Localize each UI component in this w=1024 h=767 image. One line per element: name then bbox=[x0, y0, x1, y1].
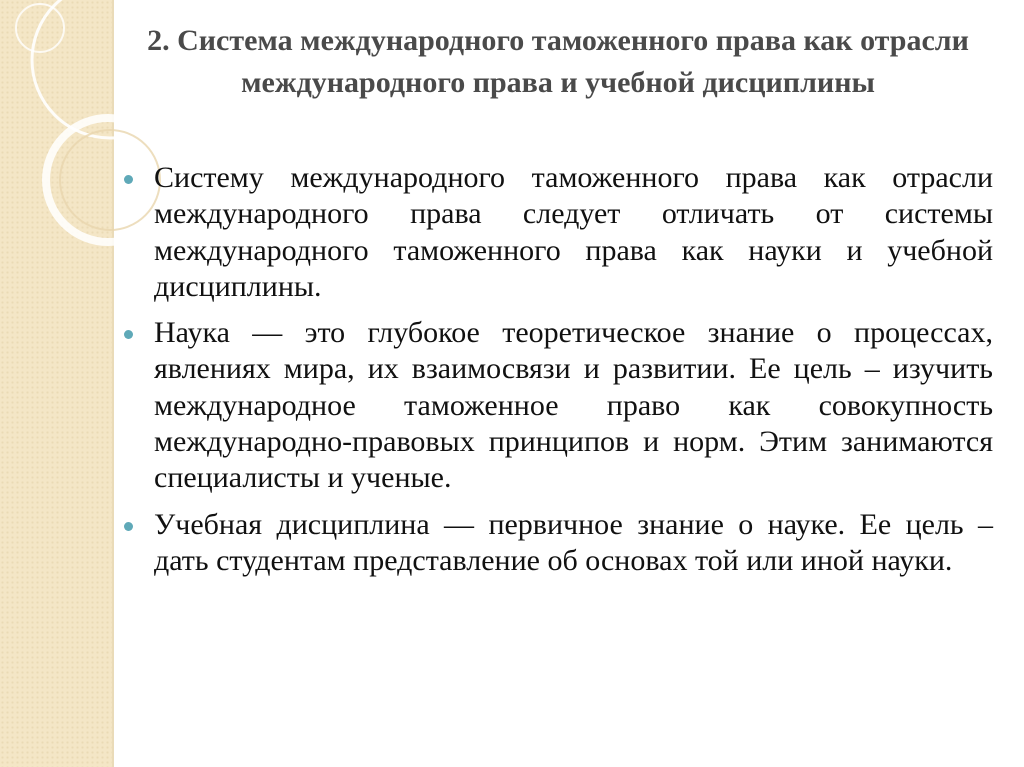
bullet-icon bbox=[124, 175, 133, 184]
list-item bbox=[118, 507, 993, 580]
slide-title: 2. Система международного таможенного права как отрасли международного права и учебной дисциплины bbox=[147, 24, 969, 99]
bullet-list bbox=[118, 160, 993, 589]
list-item-text: Учебная дисциплина — первичное знание о науке. Ее цель – дать студентам представление об основах той или иной науки. bbox=[154, 507, 993, 577]
list-item-text: Наука — это глубокое теоретическое знание о процессах, явлениях мира, их взаимосвязи и развитии. Ее цель – изучить международное таможенное право как совокупность международно-правовых принципов и норм. Этим занимаются специалисты и ученые. bbox=[154, 316, 993, 495]
list-item bbox=[118, 315, 993, 496]
list-item bbox=[118, 160, 993, 305]
bullet-icon bbox=[124, 522, 133, 531]
bullet-icon bbox=[124, 330, 133, 339]
list-item-text: Систему международного таможенного права как отрасли международного права следует отличать от системы международного таможенного права как науки и учебной дисциплины. bbox=[154, 161, 993, 303]
